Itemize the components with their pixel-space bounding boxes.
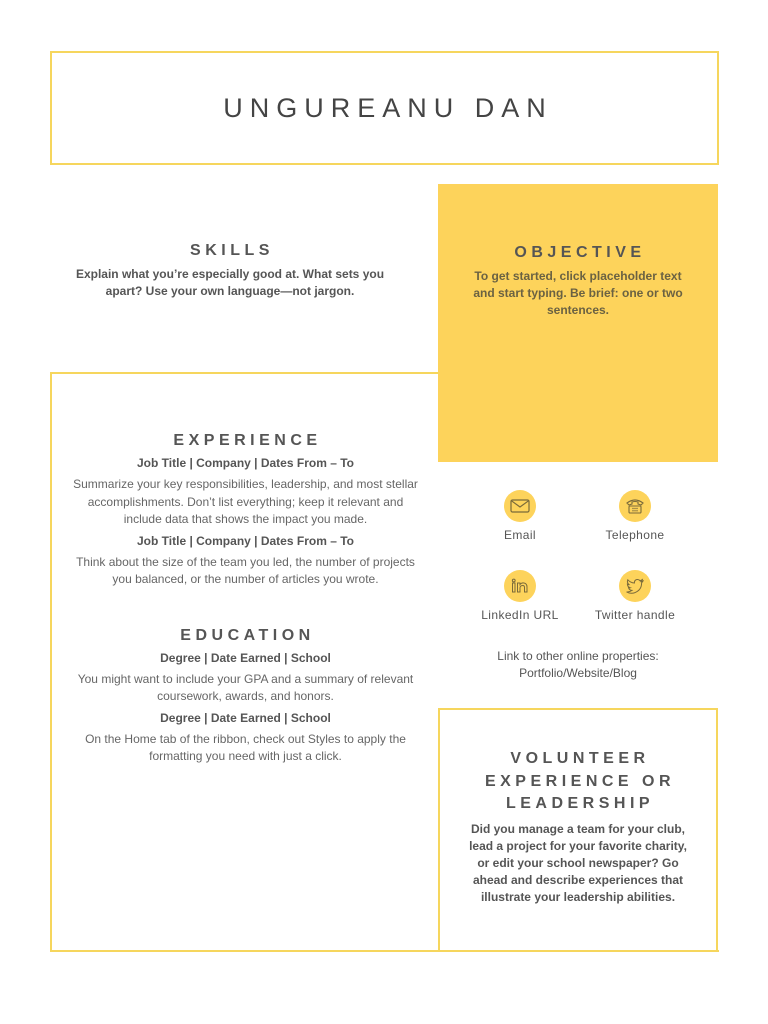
skills-text: Explain what you’re especially good at. What sets you apart? Use your own language—not jargon. (75, 267, 385, 298)
volunteer-text: Did you manage a team for your club, lead a project for your favorite charity, or edit your school newspaper? Go ahead and describe experiences that illustrate your leadership abilities. (469, 821, 687, 904)
experience-education-panel (50, 372, 439, 952)
online-properties-label: Link to other online properties: (497, 649, 659, 663)
skills-section (70, 240, 390, 300)
telephone-label: Telephone (605, 528, 665, 542)
contact-section (438, 462, 718, 708)
online-properties-list: Portfolio/Website/Blog (519, 666, 637, 680)
online-properties[interactable] (438, 648, 718, 682)
contact-email[interactable] (455, 490, 585, 542)
telephone-icon (619, 490, 651, 522)
email-label: Email (503, 528, 536, 542)
experience-heading: EXPERIENCE (173, 432, 322, 449)
name-header (50, 51, 719, 165)
job-title: Job Title | Company | Dates From – To (137, 533, 354, 548)
contact-twitter[interactable] (570, 570, 700, 622)
skills-heading: SKILLS (190, 242, 274, 259)
linkedin-icon (504, 570, 536, 602)
degree-title: Degree | Date Earned | School (160, 710, 331, 725)
job-description: Summarize your key responsibilities, leadership, and most stellar accomplishments. Don’t list everything; keep it relevant and include data that shows the impact you made. (73, 477, 418, 526)
resume-name: UNGUREANU DAN (223, 92, 553, 123)
degree-description: You might want to include your GPA and a summary of relevant coursework, awards, and honors. (77, 671, 414, 703)
volunteer-heading: VOLUNTEER EXPERIENCE OR LEADERSHIP (484, 750, 676, 812)
objective-text: To get started, click placeholder text and start typing. Be brief: one or two sentences. (473, 269, 683, 317)
twitter-label: Twitter handle (594, 608, 676, 622)
email-icon (504, 490, 536, 522)
twitter-icon (619, 570, 651, 602)
job-description: Think about the size of the team you led, the number of projects you balanced, or the number of articles you wrote. (76, 554, 415, 586)
contact-linkedin[interactable] (455, 570, 585, 622)
linkedin-label: LinkedIn URL (481, 608, 559, 622)
degree-description: On the Home tab of the ribbon, check out Styles to apply the formatting you need with just a click. (85, 731, 406, 763)
education-heading: EDUCATION (180, 626, 315, 644)
contact-telephone[interactable] (570, 490, 700, 542)
bottom-divider (50, 950, 719, 952)
volunteer-section (438, 708, 718, 952)
degree-title: Degree | Date Earned | School (160, 650, 331, 665)
objective-heading: OBJECTIVE (514, 244, 646, 261)
objective-section (438, 184, 718, 462)
job-title: Job Title | Company | Dates From – To (137, 456, 354, 470)
